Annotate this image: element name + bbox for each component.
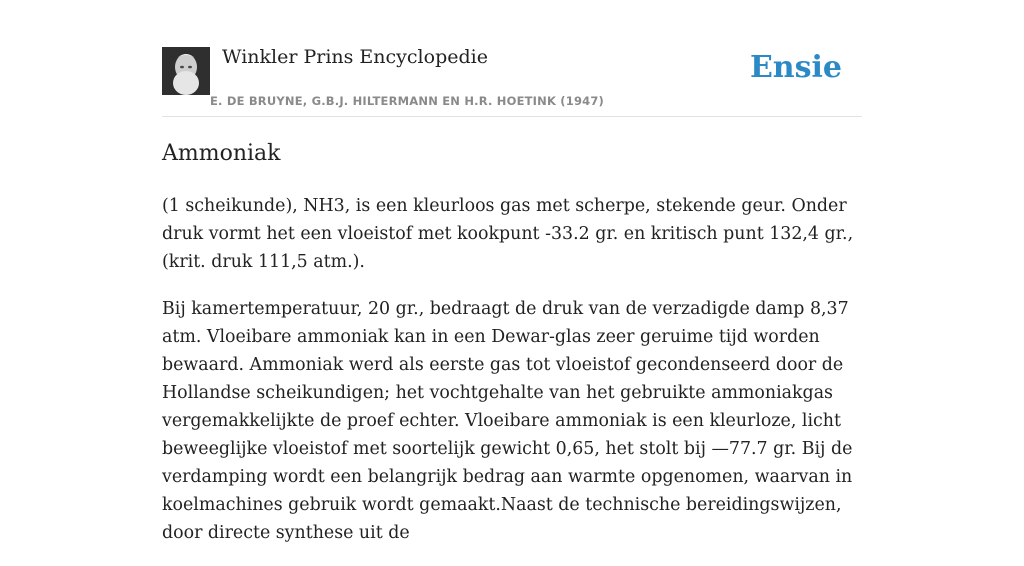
author-portrait-icon[interactable] xyxy=(162,47,210,95)
book-title[interactable]: Winkler Prins Encyclopedie xyxy=(222,46,488,68)
page-container xyxy=(162,0,862,543)
ensie-logo-link[interactable]: Ensie xyxy=(749,50,842,85)
article-paragraph: Bij kamertemperatuur, 20 gr., bedraagt de druk van de verzadigde damp 8,37 atm. Vloeibare ammoniak kan in een Dewar-glas zeer geruime tijd worden bewaard. Ammoniak werd als eerste gas tot vloeistof gecondenseerd door de Hollandse scheikundigen; het vochtgehalte van het gebruikte ammoniakgas vergemakkelijkte de proef echter. Vloeibare ammoniak is een kleurloze, licht beweeglijke vloeistof met soortelijk gewicht 0,65, het stolt bij —77.7 gr. Bij de verdamping wordt een belangrijk bedrag aan warmte opgenomen, waarvan in koelmachines gebruik wordt gemaakt.Naast de technische bereidingswijzen, door directe synthese uit de xyxy=(162,299,853,543)
article-title: Ammoniak xyxy=(162,141,281,166)
article-body xyxy=(162,192,867,566)
article-paragraph: (1 scheikunde), NH3, is een kleurloos gas met scherpe, stekende geur. Onder druk vormt het een vloeistof met kookpunt -33.2 gr. en kritisch punt 132,4 gr., (krit. druk 111,5 atm.). xyxy=(162,196,854,272)
authors-line: E. DE BRUYNE, G.B.J. HILTERMANN EN H.R. HOETINK (1947) xyxy=(210,94,605,108)
page-header xyxy=(162,0,862,117)
